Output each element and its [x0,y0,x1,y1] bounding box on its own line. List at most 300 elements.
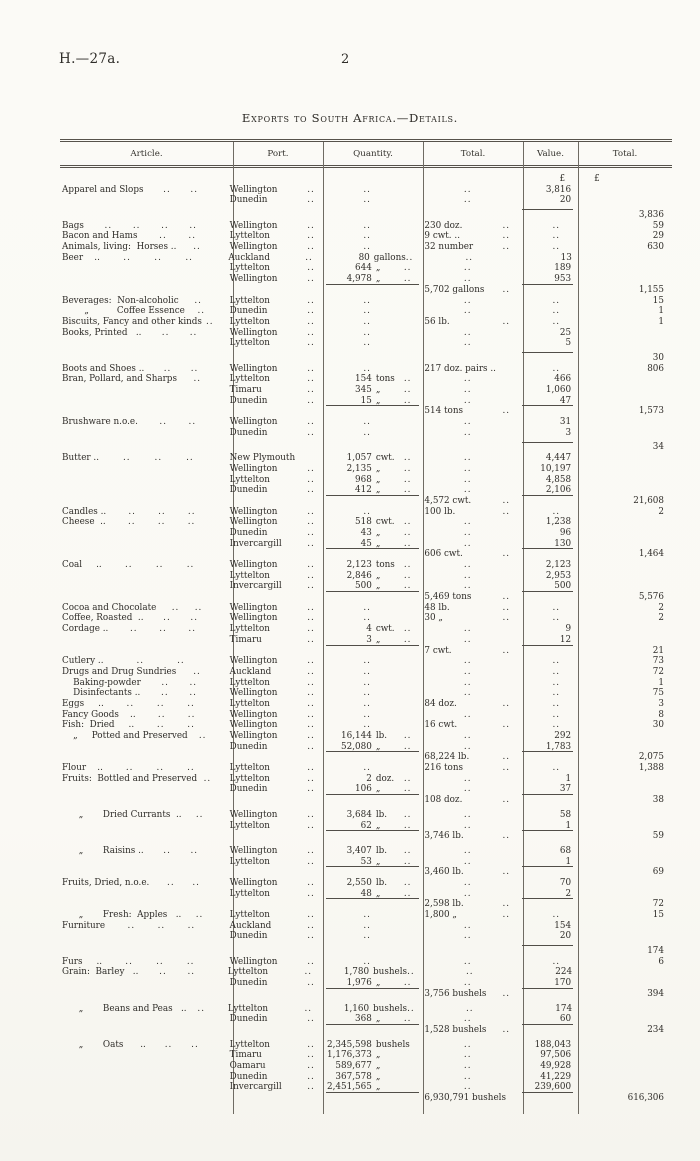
total-cell: 56 lb. .. [424,316,511,327]
port-cell: Wellington .. [229,363,315,374]
total-cell: .. [463,709,472,720]
total-cell: .. [463,338,472,349]
table-row [60,710,672,721]
grand-total-cell [575,328,672,339]
quantity-cell [326,496,421,507]
grand-total-cell [575,485,672,496]
article-cell [60,549,226,560]
value-cell: .. [552,363,561,374]
table-row [60,364,672,375]
grand-total-cell: 2 [658,506,664,517]
grand-total-cell [575,742,672,753]
total-cell: 48 lb. .. [424,602,511,613]
grand-total-cell: 72 [652,666,664,677]
table-row [60,899,672,910]
total-cell: 2,598 lb. .. [424,899,511,910]
quantity-cell: 1,057 cwt. .. [346,453,412,464]
table-row [60,846,672,857]
table-row [60,453,672,464]
article-cell: Eggs .. .. .. .. [62,698,195,709]
port-cell: Timaru .. [229,1050,315,1061]
table-row [60,878,672,889]
grand-total-cell [575,517,672,528]
article-cell [60,396,226,407]
grand-total-cell: 806 [647,363,664,374]
grand-total-cell: 630 [647,242,664,253]
grand-total-cell [575,1061,672,1072]
grand-total-cell [575,1072,672,1083]
port-cell: Timaru .. [229,634,315,645]
grand-total-cell: 3 [658,698,664,709]
port-cell: Lyttelton .. [229,677,315,688]
article-cell: Apparel and Slops .. .. [62,184,199,195]
grand-total-cell: 2 [658,602,664,613]
total-cell: 30 „ .. [424,613,511,624]
total-cell: 100 lb. .. [424,506,511,517]
grand-total-cell: 1,573 [638,406,664,417]
port-cell: Lyttelton .. [229,316,315,327]
port-cell: Lyttelton .. [229,820,315,831]
quantity-cell [326,549,421,560]
port-cell: New Plymouth [229,453,296,464]
quantity-cell [326,989,421,1000]
table-row [60,253,672,264]
grand-total-cell: 1 [658,306,664,317]
grand-total-cell: 5,576 [638,592,664,603]
table-row [60,688,672,699]
article-cell [60,1061,226,1072]
total-cell: .. [463,773,472,784]
port-cell [226,549,326,560]
port-cell: Wellington .. [229,517,315,528]
table-row [60,720,672,731]
port-cell: Lyttelton .. [229,474,315,485]
article-cell [60,1050,226,1061]
port-cell [226,406,326,417]
port-cell [226,443,326,454]
port-cell: Wellington .. [229,184,315,195]
total-cell: 16 cwt. .. [424,720,511,731]
quantity-cell: 53 „ .. [360,856,412,867]
quantity-cell: .. [363,920,371,931]
total-cell: .. [463,463,472,474]
value-cell: 13 [560,252,572,263]
value-cell: 20 [559,931,572,942]
value-cell: .. [552,763,561,774]
value-cell [519,946,575,957]
table-row [60,475,672,486]
quantity-cell: .. [363,306,371,317]
table-row [60,328,672,339]
quantity-cell: 968 „ .. [355,474,412,485]
total-cell: .. [463,474,472,485]
port-cell [226,353,326,364]
quantity-cell: .. [363,242,371,253]
total-cell: .. [463,570,472,581]
total-cell: 230 doz. .. [424,220,511,231]
quantity-cell: 345 „ .. [355,385,412,395]
grand-total-cell: 234 [647,1024,664,1035]
grand-total-cell: 1,155 [638,284,664,295]
port-cell: Wellington .. [229,956,315,967]
total-cell: 84 doz. .. [424,698,511,709]
total-cell: 1,528 bushels .. [424,1024,511,1035]
article-cell [60,195,226,206]
port-cell: Dunedin .. [229,395,315,406]
grand-total-cell: 69 [652,867,664,878]
value-cell: 4,858 [545,474,572,485]
grand-total-cell [575,1040,672,1051]
total-cell: .. [463,677,472,688]
total-cell: .. [463,581,472,592]
total-cell: .. [463,931,472,942]
article-cell [60,592,226,603]
total-cell: .. [463,731,472,741]
article-cell: Candles .. .. .. .. [62,506,196,517]
quantity-cell: .. [363,231,371,242]
total-cell: .. [463,1060,472,1071]
grand-total-cell [575,889,672,900]
table-row [60,174,672,185]
table-row [60,1004,672,1015]
article-cell: Coal .. .. .. .. [62,560,195,570]
quantity-cell: 52,080 „ .. [341,741,412,752]
grand-total-cell [575,635,672,646]
port-cell [226,646,326,657]
article-cell: „ Dried Currants .. .. [62,809,204,820]
quantity-cell: 43 „ .. [360,527,412,538]
grand-total-cell: 21,608 [633,495,664,506]
grand-total-cell [575,821,672,832]
article-cell [60,785,226,796]
article-cell: „ Raisins .. .. .. [62,845,199,856]
article-cell: Beverages: Non-alcoholic .. [62,295,202,306]
article-cell [60,1082,226,1093]
grand-total-cell: 2,075 [638,752,664,763]
total-cell: .. [463,395,472,406]
table-row [60,443,672,454]
port-cell: Lyttelton .. [229,231,315,242]
port-cell: Lyttelton .. [229,763,315,774]
article-cell [60,274,226,285]
doc-reference: H.—27a. [59,51,121,67]
table-row [60,185,672,196]
total-cell: .. [463,560,472,570]
port-cell: Lyttelton .. [229,295,315,306]
grand-total-cell [575,1050,672,1061]
grand-total-cell [575,396,672,407]
value-cell: 154 [554,920,572,931]
article-cell: „ Beans and Peas .. .. [62,1003,206,1014]
total-cell: .. [463,527,472,538]
port-cell: Wellington .. [229,809,315,820]
total-cell: 3,746 lb. .. [424,831,511,842]
article-cell [60,539,226,550]
grand-total-cell [575,195,672,206]
article-cell: Fruits, Dried, n.o.e. .. .. [62,877,200,888]
total-cell: .. [463,1039,472,1050]
grand-total-cell [575,417,672,428]
port-cell [226,1093,326,1104]
quantity-cell: .. [363,506,371,517]
port-cell: Dunedin .. [229,741,315,752]
grand-total-cell [575,539,672,550]
article-cell: Butter .. .. .. .. [62,453,194,464]
grand-total-cell: 1 [658,677,664,688]
article-cell [60,635,226,646]
value-cell: 97,506 [540,1050,572,1061]
port-cell: Dunedin .. [229,1014,315,1025]
grand-total-cell [575,338,672,349]
table-row [60,752,672,763]
value-cell: .. [552,231,561,242]
table-row [60,931,672,942]
total-cell: .. [463,306,472,317]
table-row [60,317,672,328]
quantity-cell [326,406,421,417]
article-cell [60,831,226,842]
value-cell: .. [552,220,561,231]
port-cell: Lyttelton .. [229,698,315,709]
quantity-cell [326,285,421,296]
table-row [60,1025,672,1036]
total-cell: 3,460 lb. .. [424,867,511,878]
total-cell: .. [463,374,472,385]
value-cell: 1,783 [545,741,572,752]
port-cell [226,899,326,910]
total-cell: .. [463,666,472,677]
quantity-cell [326,899,421,910]
grand-total-cell [575,428,672,439]
grand-total-cell [575,978,672,989]
grand-total-cell: 72 [652,899,664,910]
port-cell: Auckland .. [228,252,313,263]
port-cell: Timaru .. [229,385,315,395]
grand-total-cell [575,785,672,796]
port-cell: Wellington .. [229,613,315,624]
column-header-grand-total: Total. [612,148,638,159]
total-cell: 9 cwt. .. .. [424,231,511,242]
quantity-cell: 106 „ .. [355,784,412,795]
value-cell: .. [552,688,561,699]
value-cell [519,210,575,221]
column-header-article: Article. [130,148,163,159]
grand-total-cell [575,810,672,821]
table-row [60,464,672,475]
grand-total-cell: 6 [658,956,664,967]
port-cell [226,1025,326,1036]
article-cell: Brushware n.o.e. .. .. [62,417,197,428]
grand-total-cell [575,921,672,932]
quantity-cell: 2,846 „ .. [346,570,412,581]
grand-total-cell: 34 [652,442,664,453]
quantity-cell: 80 gallons .. [358,252,414,263]
table-row [60,678,672,689]
article-cell: Coffee, Roasted .. .. .. [62,613,198,624]
total-cell: 606 cwt. .. [424,549,511,560]
article-cell [60,867,226,878]
quantity-cell: .. [363,184,371,195]
quantity-cell: 500 „ .. [355,581,412,592]
port-cell: Wellington .. [229,731,315,741]
table-row [60,417,672,428]
grand-total-cell [575,624,672,635]
value-cell: 189 [554,263,572,274]
article-cell: Cheese .. .. .. .. [62,517,196,528]
quantity-cell: .. [363,698,371,709]
quantity-cell: 2 doz. .. [366,773,412,784]
quantity-cell: 2,451,565 „ [327,1082,381,1093]
quantity-cell [326,795,421,806]
column-header-total: Total. [460,148,486,159]
quantity-cell: .. [363,910,371,920]
port-cell: Wellington .. [229,506,315,517]
quantity-cell: 1,976 „ .. [346,978,412,989]
value-cell: .. [552,666,561,677]
value-cell: 292 [554,731,572,741]
table-row [60,385,672,396]
port-cell: Dunedin .. [229,527,315,538]
table-row [60,1072,672,1083]
article-cell [60,496,226,507]
article-cell [60,285,226,296]
table-row [60,195,672,206]
grand-total-cell [576,968,672,979]
article-cell: „ Coffee Essence .. [62,306,206,317]
grand-total-cell [575,581,672,592]
total-cell: .. [463,688,472,699]
article-cell [60,571,226,582]
grand-total-cell: 73 [652,656,664,667]
table-row [60,549,672,560]
value-cell: 2,953 [545,570,572,581]
quantity-cell: 4,978 „ .. [346,274,412,285]
port-cell [226,210,326,221]
table-row [60,968,672,979]
port-cell [226,989,326,1000]
table-row [60,306,672,317]
total-cell: .. [463,978,472,989]
quantity-cell: 518 cwt. .. [355,517,412,528]
value-cell: .. [552,720,561,731]
quantity-cell: 644 „ .. [355,263,412,274]
port-cell: Invercargill .. [229,538,315,549]
value-cell: 5 [565,338,572,349]
article-cell [60,752,226,763]
page-number: 2 [341,52,350,67]
quantity-cell: .. [363,709,371,720]
article-cell: Cutlery .. .. .. [62,656,185,667]
port-cell: Lyttelton .. [229,624,315,635]
quantity-cell: 2,123 tons .. [346,560,412,570]
value-cell: .. [552,956,561,967]
total-cell: .. [463,656,472,667]
total-cell: .. [463,1082,472,1093]
quantity-cell [326,443,421,454]
table-row [60,264,672,275]
total-cell: .. [463,385,472,395]
port-cell: Dunedin .. [229,485,315,496]
port-cell: Dunedin .. [229,978,315,989]
port-cell [226,795,326,806]
table-row [60,406,672,417]
value-cell: 466 [554,374,572,385]
value-cell [519,353,575,364]
quantity-cell: 368 „ .. [355,1014,412,1025]
value-cell: 9 [565,624,572,635]
table-row [60,517,672,528]
value-cell: 47 [559,395,572,406]
grand-total-cell: 1,464 [638,549,664,560]
port-cell: Wellington .. [229,709,315,720]
value-cell: 239,600 [534,1082,572,1093]
table-row [60,507,672,518]
value-cell [519,285,575,296]
quantity-cell [326,1093,421,1104]
grand-total-cell [576,1004,672,1015]
quantity-cell [326,646,421,657]
table-row [60,592,672,603]
total-cell: 514 tons .. [424,406,511,417]
value-cell: 58 [559,809,572,820]
value-cell: 2 [565,888,572,899]
port-cell [226,285,326,296]
value-cell [519,831,575,842]
article-cell: Bran, Pollard, and Sharps .. [62,374,202,385]
table-row [60,831,672,842]
grand-total-cell: 30 [652,352,664,363]
port-cell [226,592,326,603]
article-cell [60,464,226,475]
value-cell [519,1093,575,1104]
quantity-cell: 48 „ .. [360,888,412,899]
table-row [60,989,672,1000]
value-cell: £ [559,173,566,184]
table-row [60,221,672,232]
article-cell [60,475,226,486]
total-cell: 7 cwt. .. [424,645,511,656]
grand-total-cell: 616,306 [627,1093,664,1103]
value-cell: 70 [559,877,572,888]
port-cell: Auckland .. [229,666,315,677]
port-cell: Wellington .. [229,417,315,428]
quantity-cell: .. [363,417,371,428]
port-cell: Dunedin .. [229,1071,315,1082]
value-cell: 1 [565,773,572,784]
port-cell: Lyttelton .. [229,888,315,899]
value-cell: .. [552,242,561,253]
grand-total-cell [575,846,672,857]
port-cell [226,174,326,185]
table-row [60,810,672,821]
value-cell: 1 [565,820,572,831]
table-row [60,496,672,507]
value-cell [519,867,575,878]
port-cell: Wellington .. [229,688,315,699]
port-cell: Dunedin .. [229,195,315,206]
port-cell: Invercargill .. [229,1082,315,1093]
quantity-cell: .. [363,327,371,338]
quantity-cell: 3,407 lb. .. [346,845,412,856]
total-cell: .. [466,1003,474,1014]
table-body [60,168,672,1114]
article-cell: Fish: Dried .. .. .. [62,720,195,731]
grand-total-cell: 38 [652,795,664,806]
value-cell [519,496,575,507]
table-row [60,560,672,571]
value-cell: 10,197 [540,463,572,474]
exports-table [60,139,672,1114]
